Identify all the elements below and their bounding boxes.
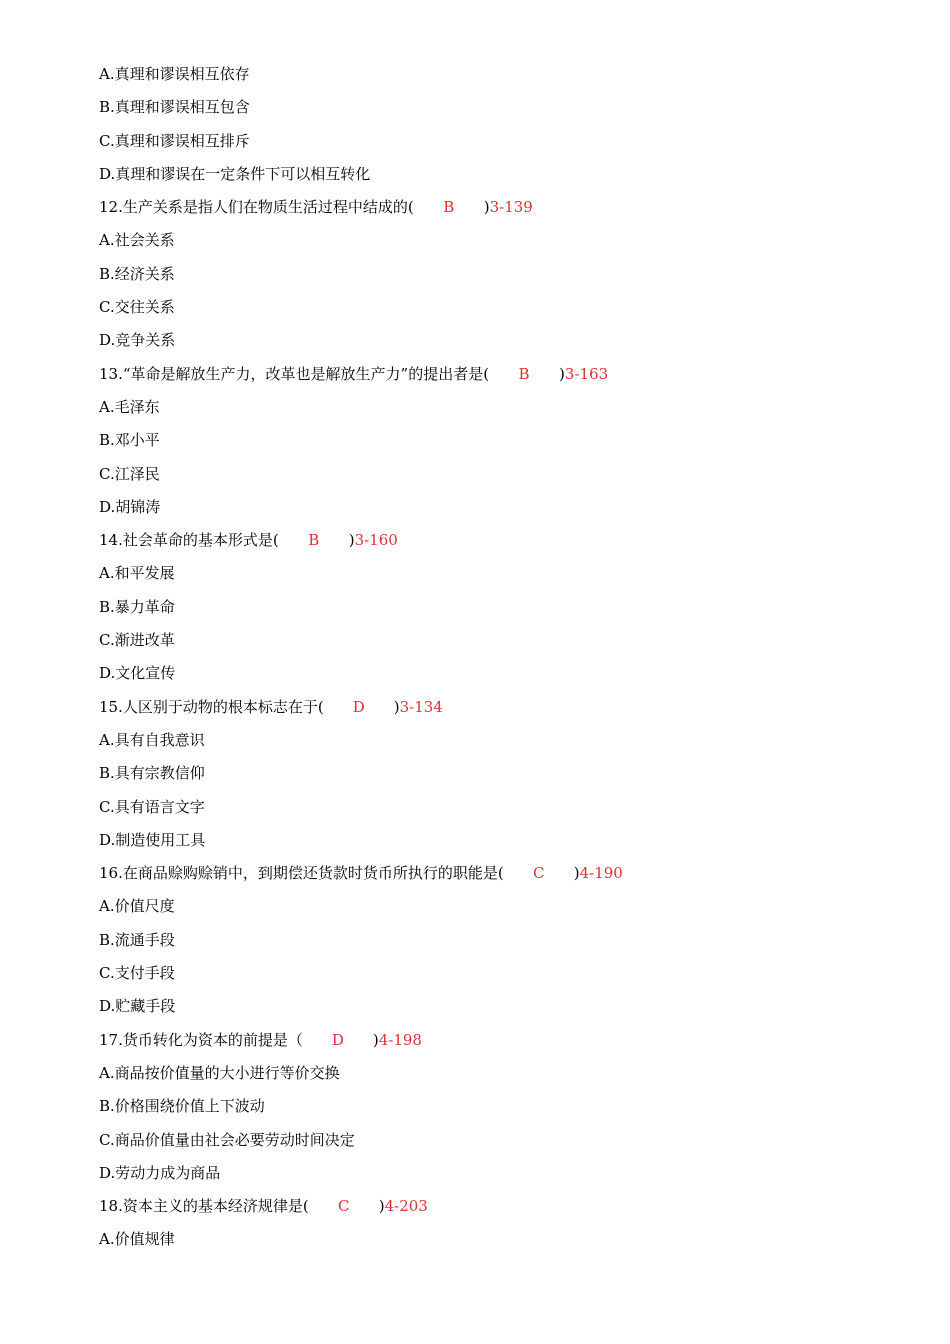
answer-text: B: [518, 364, 530, 383]
option-line: A.和平发展: [99, 564, 175, 583]
question-stem: [99, 861, 899, 894]
option-line: D.劳动力成为商品: [99, 1163, 221, 1182]
option-line: C.交往关系: [99, 298, 175, 317]
option-line: B.经济关系: [99, 264, 175, 283]
option-line: A.具有自我意识: [99, 730, 205, 749]
stem-text: 14.社会革命的基本形式是(: [99, 531, 279, 550]
option-line: C.商品价值量由社会必要劳动时间决定: [99, 1130, 355, 1149]
question-13: [99, 362, 899, 528]
question-stem: [99, 528, 899, 561]
stem-text: 17.货币转化为资本的前提是（: [99, 1030, 303, 1049]
answer-text: D: [352, 697, 365, 716]
close-paren: ): [573, 864, 580, 883]
answer-text: B: [308, 531, 320, 550]
stem-text: 13.“革命是解放生产力，改革也是解放生产力”的提出者是(: [99, 364, 490, 383]
option-line: A.价值尺度: [99, 897, 175, 916]
stem-text: 18.资本主义的基本经济规律是(: [99, 1197, 309, 1216]
question-stem: [99, 195, 899, 228]
page-reference: 3-139: [489, 198, 533, 217]
document-page: [99, 62, 899, 1261]
page-reference: 4-203: [384, 1197, 428, 1216]
option-line: B.邓小平: [99, 431, 160, 450]
option-line: B.暴力革命: [99, 597, 175, 616]
answer-text: B: [443, 198, 455, 217]
stem-text: 12.生产关系是指人们在物质生活过程中结成的(: [99, 198, 414, 217]
page-reference: 3-160: [354, 531, 398, 550]
option-line: B.流通手段: [99, 930, 175, 949]
stem-text: 15.人区别于动物的根本标志在于(: [99, 697, 324, 716]
question-15: [99, 695, 899, 861]
option-line: C.江泽民: [99, 464, 160, 483]
close-paren: ): [559, 364, 565, 383]
lead-options: [99, 62, 899, 195]
option-line: D.制造使用工具: [99, 830, 206, 849]
page-reference: 4-190: [579, 864, 623, 883]
question-16: [99, 861, 899, 1027]
question-18: [99, 1194, 899, 1261]
question-stem: [99, 362, 899, 395]
option-line: D.真理和谬误在一定条件下可以相互转化: [99, 164, 371, 183]
page-reference: 4-198: [378, 1030, 422, 1049]
option-line: C.具有语言文字: [99, 797, 205, 816]
option-line: A.毛泽东: [99, 397, 160, 416]
option-line: A.真理和谬误相互依存: [99, 65, 250, 83]
option-line: C.真理和谬误相互排斥: [99, 131, 250, 150]
question-17: [99, 1028, 899, 1194]
option-line: D.贮藏手段: [99, 997, 176, 1016]
answer-text: D: [331, 1030, 344, 1049]
close-paren: ): [378, 1197, 385, 1216]
option-line: D.胡锦涛: [99, 497, 161, 516]
page-reference: 3-134: [399, 697, 443, 716]
answer-text: C: [532, 864, 545, 883]
question-12: [99, 195, 899, 361]
answer-text: C: [337, 1197, 350, 1216]
close-paren: ): [372, 1030, 379, 1049]
option-line: C.支付手段: [99, 964, 175, 983]
stem-text: 16.在商品赊购赊销中，到期偿还货款时货币所执行的职能是(: [99, 864, 504, 883]
page-reference: 3-163: [564, 364, 609, 383]
question-14: [99, 528, 899, 694]
question-stem: [99, 695, 899, 728]
question-stem: [99, 1194, 899, 1227]
option-line: B.价格围绕价值上下波动: [99, 1097, 265, 1116]
option-line: A.商品按价值量的大小进行等价交换: [99, 1063, 340, 1082]
close-paren: ): [393, 697, 400, 716]
option-line: C.渐进改革: [99, 631, 175, 650]
option-line: B.具有宗教信仰: [99, 764, 205, 783]
option-line: D.竞争关系: [99, 331, 176, 350]
close-paren: ): [483, 198, 490, 217]
option-line: D.文化宣传: [99, 664, 176, 683]
close-paren: ): [348, 531, 355, 550]
question-stem: [99, 1028, 899, 1061]
option-line: A.价值规律: [99, 1230, 175, 1249]
option-line: B.真理和谬误相互包含: [99, 98, 250, 117]
option-line: A.社会关系: [99, 231, 175, 250]
